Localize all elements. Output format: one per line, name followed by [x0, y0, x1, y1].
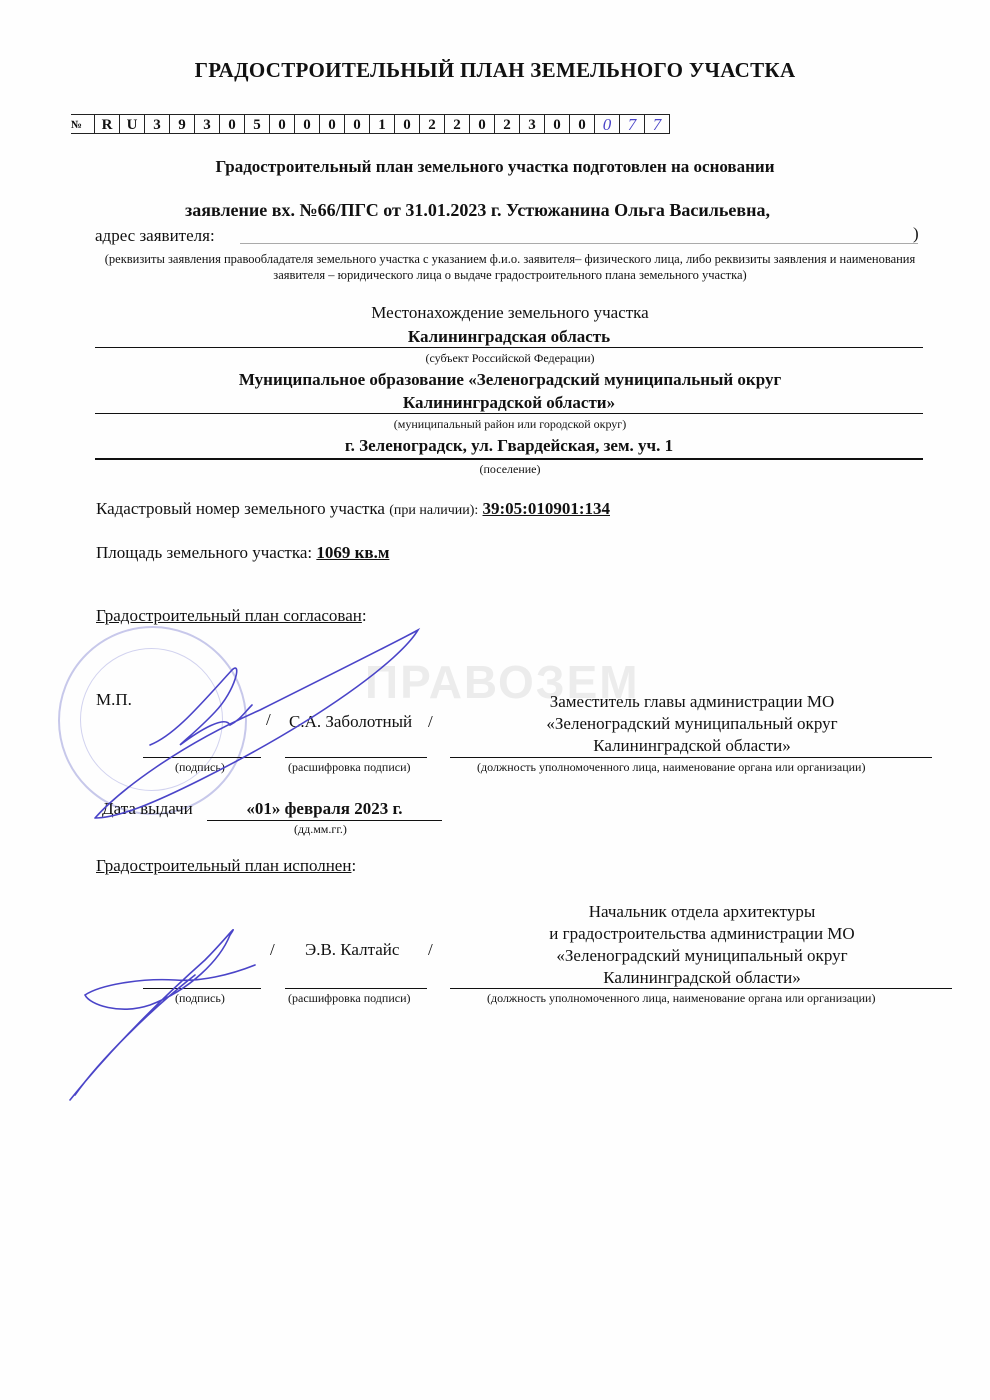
- area-line: [96, 543, 389, 563]
- number-cell: 1: [369, 114, 395, 134]
- number-cell: 9: [169, 114, 195, 134]
- executed-name-note: (расшифровка подписи): [288, 991, 411, 1005]
- approved-slash-1: /: [266, 710, 271, 729]
- issue-date: «01» февраля 2023 г.: [207, 799, 442, 821]
- area-value: 1069 кв.м: [316, 543, 390, 562]
- approved-signature-line: [143, 757, 261, 758]
- applicant-address-label: адрес заявителя:: [95, 226, 215, 245]
- location-heading: Местонахождение земельного участка: [371, 303, 649, 322]
- applicant-address-line: [240, 243, 918, 244]
- basis-heading: Градостроительный план земельного участка подготовлен на основании: [215, 157, 775, 176]
- executed-position-line: [450, 988, 952, 989]
- application-text: заявление вх. №66/ПГС от 31.01.2023 г. Устюжанина Ольга Васильевна,: [185, 200, 770, 220]
- issue-label: Дата выдачи: [102, 799, 193, 818]
- executed-position: [452, 901, 952, 989]
- number-cell: 0: [344, 114, 370, 134]
- cadastral-value: 39:05:010901:134: [482, 499, 610, 518]
- number-cell: 3: [519, 114, 545, 134]
- document-title: ГРАДОСТРОИТЕЛЬНЫЙ ПЛАН ЗЕМЕЛЬНОГО УЧАСТКА: [194, 58, 796, 82]
- number-cell: 2: [444, 114, 470, 134]
- approved-heading-colon: :: [361, 606, 367, 625]
- number-cell: 0: [294, 114, 320, 134]
- executed-name-line: [285, 988, 427, 989]
- number-cell: 0: [569, 114, 595, 134]
- number-cell: 0: [394, 114, 420, 134]
- executed-signature-line: [143, 988, 261, 989]
- watermark: ПРАВОЗЕМ: [365, 656, 640, 708]
- approved-position-line3: Калининградской области»: [593, 736, 791, 755]
- applicant-address-close: ): [913, 224, 919, 243]
- executed-position-line2: и градостроительства администрации МО: [549, 924, 855, 943]
- cadastral-label-note: (при наличии):: [389, 503, 479, 518]
- number-cell: R: [94, 114, 120, 134]
- cadastral-line: [96, 499, 610, 519]
- executed-position-line1: Начальник отдела архитектуры: [588, 902, 816, 921]
- settlement-note: (поселение): [479, 462, 541, 476]
- municipality-note: (муниципальный район или городской округ): [393, 417, 627, 431]
- number-cell-handwritten: 7: [619, 114, 645, 134]
- number-cell: 5: [244, 114, 270, 134]
- issue-date-note: (дд.мм.гг.): [294, 822, 347, 836]
- application-line: [185, 200, 770, 221]
- area-label: Площадь земельного участка:: [96, 543, 313, 562]
- approved-name: С.А. Заболотный: [289, 712, 413, 731]
- executed-signature: [70, 930, 255, 1100]
- number-cell: 0: [544, 114, 570, 134]
- number-cell: 0: [469, 114, 495, 134]
- number-cell: U: [119, 114, 145, 134]
- official-seal: [58, 626, 247, 815]
- executed-name: Э.В. Калтайс: [305, 940, 400, 959]
- approved-position: [452, 691, 932, 757]
- mp-label: М.П.: [96, 690, 132, 709]
- approved-name-note: (расшифровка подписи): [288, 760, 411, 774]
- plan-number-row: [72, 114, 670, 134]
- approved-name-line: [285, 757, 427, 758]
- approved-position-line: [450, 757, 932, 758]
- executed-heading: Градостроительный план исполнен: [96, 856, 352, 875]
- executed-slash-1: /: [270, 940, 275, 959]
- executed-heading-line: [96, 856, 356, 876]
- approved-sig-note: (подпись): [175, 760, 225, 774]
- cadastral-label: Кадастровый номер земельного участка: [96, 499, 385, 518]
- location-subject: Калининградская область: [95, 327, 923, 348]
- subject-note: (субъект Российской Федерации): [425, 351, 595, 365]
- number-cell: 0: [319, 114, 345, 134]
- executed-slash-2: /: [428, 940, 433, 959]
- executed-heading-colon: :: [351, 856, 357, 875]
- municipality-line1: Муниципальное образование «Зеленоградский муниципальный округ: [238, 370, 782, 389]
- approved-position-line1: Заместитель главы администрации МО: [549, 692, 835, 711]
- number-cell: 0: [219, 114, 245, 134]
- approved-position-note: (должность уполномоченного лица, наименование органа или организации): [477, 760, 866, 774]
- approved-slash-2: /: [428, 712, 433, 731]
- approved-position-line2: «Зеленоградский муниципальный округ: [546, 714, 838, 733]
- number-prefix: №: [71, 114, 95, 134]
- number-cell-handwritten: 7: [644, 114, 670, 134]
- number-cell: 3: [194, 114, 220, 134]
- number-cell-handwritten: 0: [594, 114, 620, 134]
- approved-heading-line: [96, 606, 367, 626]
- approved-heading: Градостроительный план согласован: [96, 606, 362, 625]
- number-cell: 2: [494, 114, 520, 134]
- executed-sig-note: (подпись): [175, 991, 225, 1005]
- municipality-line2: Калининградской области»: [95, 393, 923, 414]
- application-note: (реквизиты заявления правообладателя земельного участка с указанием ф.и.о. заявителя– физического лица, либо реквизиты заявления и наименования заявителя – юридического лица о выдаче градостроительного плана земельного участка): [104, 252, 916, 282]
- executed-position-note: (должность уполномоченного лица, наименование органа или организации): [487, 991, 876, 1005]
- number-cell: 3: [144, 114, 170, 134]
- settlement: г. Зеленоградск, ул. Гвардейская, зем. уч. 1: [95, 436, 923, 460]
- number-cell: 0: [269, 114, 295, 134]
- executed-position-line3: «Зеленоградский муниципальный округ: [556, 946, 848, 965]
- executed-position-line4: Калининградской области»: [603, 968, 801, 987]
- number-cell: 2: [419, 114, 445, 134]
